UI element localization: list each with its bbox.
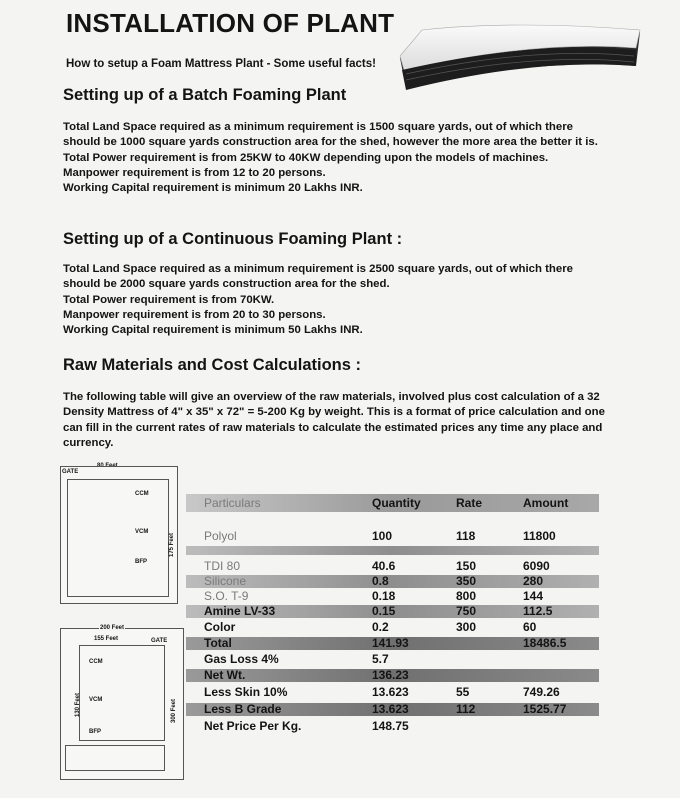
plan1-shed [67,479,169,597]
mattress-image [394,18,644,102]
cell-particular: Net Price Per Kg. [204,719,302,733]
table-row [186,621,599,634]
cell-particular: Color [204,620,236,634]
cell-particular: Total [204,636,232,650]
cell-quantity: 100 [372,529,393,543]
cell-quantity: 148.75 [372,719,409,733]
header-particulars: Particulars [204,496,261,510]
plan2-bfp-label: BFP [89,729,101,735]
continuous-capital-text: Working Capital requirement is minimum 50 Lakhs INR. [63,324,363,337]
table-row [186,653,599,666]
header-amount: Amount [523,496,569,510]
cell-rate: 112 [456,702,476,716]
cell-amount: 749.26 [523,685,560,699]
table-divider [186,546,599,555]
raw-intro-text: The following table will give an overview of the raw materials, involved plus cost calculation of a 32 Density Mattress of 4" x 35" x 72" = 5-200 Kg by weight. This is a format of price calculation and one can fill in the current rates of raw materials to calculate the estimated prices any time any place and currency. [63,391,605,449]
table-row-net-price [186,720,599,733]
cell-particular: Net Wt. [204,668,246,682]
batch-details [63,120,608,196]
continuous-plant-floor-plan [60,625,184,780]
cell-amount: 144 [523,589,544,603]
cell-quantity: 13.623 [372,685,409,699]
cell-particular: Silicone [204,574,247,588]
cell-quantity: 136.23 [372,668,409,682]
cell-particular: Gas Loss 4% [204,652,279,666]
cell-amount: 18486.5 [523,636,567,650]
table-row [186,590,599,603]
plan2-yard [65,745,165,771]
batch-manpower-text: Manpower requirement is from 12 to 20 persons. [63,166,326,179]
cell-particular: S.O. T-9 [204,589,249,603]
continuous-heading: Setting up of a Continuous Foaming Plant : [63,230,403,248]
cell-rate: 150 [456,559,477,573]
cell-quantity: 0.8 [372,574,389,588]
plan2-gate-label: GATE [151,638,168,644]
cell-amount: 112.5 [523,604,553,618]
cell-amount: 11800 [523,529,556,543]
cell-rate: 118 [456,529,476,543]
header-rate: Rate [456,496,483,510]
cell-rate: 800 [456,589,477,603]
batch-heading: Setting up of a Batch Foaming Plant [63,86,347,104]
cell-quantity: 0.15 [372,604,396,618]
batch-plant-floor-plan [60,466,178,604]
cell-quantity: 0.18 [372,589,396,603]
table-row [186,703,599,716]
plan2-ccm-label: CCM [89,659,103,665]
continuous-details [63,262,608,338]
cell-amount: 6090 [523,559,550,573]
cell-quantity: 0.2 [372,620,389,634]
plan1-height-label: 175 Feet [169,532,175,557]
cell-particular: TDI 80 [204,559,241,573]
continuous-power-text: Total Power requirement is from 70KW. [63,293,275,306]
table-row [186,560,599,573]
plan2-inner-width-label: 155 Feet [94,636,119,642]
cell-particular: Amine LV-33 [204,604,276,618]
table-row [186,605,599,618]
table-row [186,669,599,682]
continuous-land-text: Total Land Space required as a minimum requirement is 2500 square yards, out of which there should be 2000 square yards construction area for the shed. [63,263,573,291]
cell-rate: 55 [456,685,470,699]
cell-amount: 1525.77 [523,702,567,716]
page-subtitle: How to setup a Foam Mattress Plant - Some useful facts! [66,58,376,70]
batch-land-text: Total Land Space required as a minimum requirement is 1500 square yards, out of which there should be 1000 square yards construction area for the shed, however the more area the better it is. [63,121,598,149]
table-row [186,686,599,699]
plan2-inner-height-label: 130 Feet [75,692,81,717]
table-row [186,575,599,588]
raw-materials-heading: Raw Materials and Cost Calculations : [63,356,361,374]
cell-rate: 750 [456,604,477,618]
raw-materials-intro [63,390,608,451]
cell-particular: Polyol [204,529,237,543]
cell-quantity: 13.623 [372,702,409,716]
table-header-row [186,494,599,512]
cell-quantity: 5.7 [372,652,389,666]
cell-particular: Less Skin 10% [204,685,288,699]
continuous-manpower-text: Manpower requirement is from 20 to 30 persons. [63,308,326,321]
cell-quantity: 40.6 [372,559,396,573]
header-quantity: Quantity [372,496,421,510]
plan2-vcm-label: VCM [89,697,103,703]
cell-amount: 60 [523,620,537,634]
page-title: INSTALLATION OF PLANT [66,8,395,38]
batch-capital-text: Working Capital requirement is minimum 20 Lakhs INR. [63,182,363,195]
table-row [186,530,599,543]
batch-power-text: Total Power requirement is from 25KW to 40KW depending upon the models of machines. [63,151,549,164]
plan1-vcm-label: VCM [135,529,149,535]
cell-amount: 280 [523,574,544,588]
plan2-outer-height-label: 300 Feet [171,698,177,723]
cell-rate: 300 [456,620,477,634]
plan1-gate-label: GATE [62,469,79,475]
cell-particular: Less B Grade [204,702,282,716]
plan1-ccm-label: CCM [135,491,149,497]
table-row-total [186,637,599,650]
cell-rate: 350 [456,574,477,588]
cell-quantity: 141.93 [372,636,409,650]
plan2-outer-width-label: 200 Feet [100,625,125,631]
plan1-bfp-label: BFP [135,559,147,565]
